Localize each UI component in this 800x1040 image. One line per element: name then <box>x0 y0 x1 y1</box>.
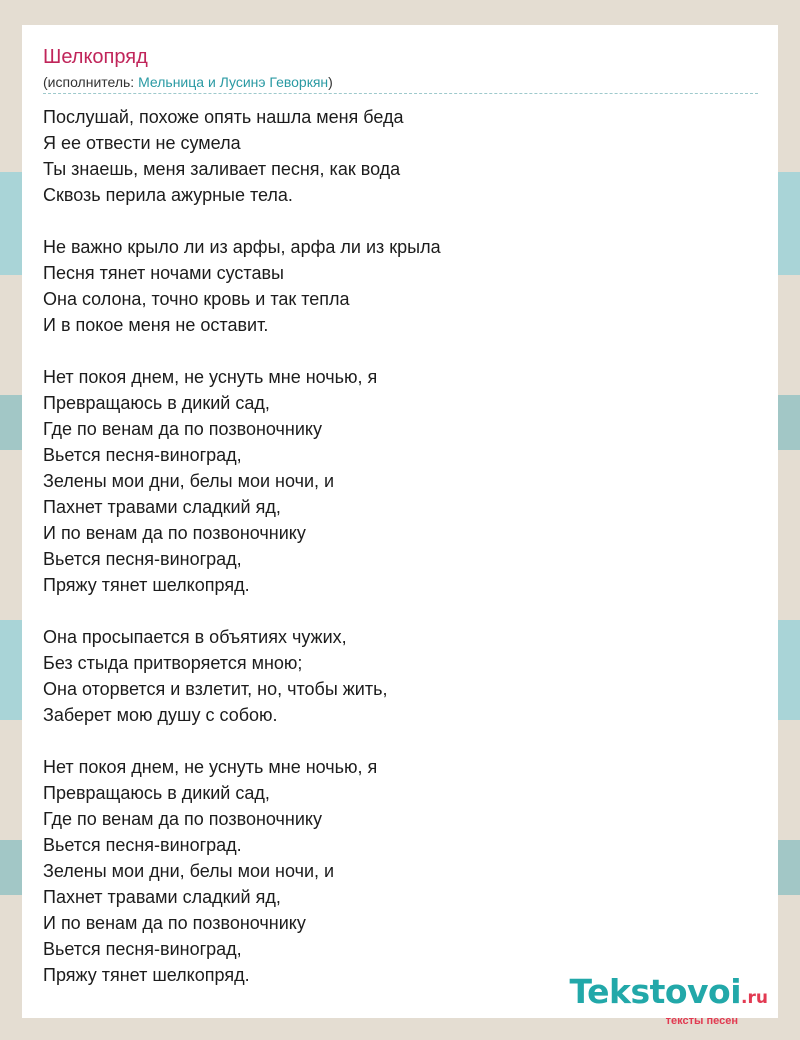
lyrics-line: Вьется песня-виноград. <box>43 835 242 855</box>
lyrics-card <box>22 25 778 1027</box>
lyrics-line: Где по венам да по позвоночнику <box>43 419 322 439</box>
lyrics-line: Вьется песня-виноград, <box>43 549 242 569</box>
logo-main-text: Tekstovoi <box>569 972 742 1011</box>
lyrics-line: Превращаюсь в дикий сад, <box>43 783 270 803</box>
lyrics-line: Заберет мою душу с собою. <box>43 705 278 725</box>
lyrics-line: И в покое меня не оставит. <box>43 315 269 335</box>
song-title: Шелкопряд <box>43 46 148 68</box>
logo-wordmark <box>569 972 769 1015</box>
lyrics-stanza <box>43 234 441 338</box>
lyrics-line: Песня тянет ночами суставы <box>43 263 284 283</box>
lyrics-line: Зелены мои дни, белы мои ночи, и <box>43 471 335 491</box>
title-divider <box>43 93 758 94</box>
lyrics-line: Послушай, похоже опять нашла меня беда <box>43 107 404 127</box>
lyrics-line: Превращаюсь в дикий сад, <box>43 393 270 413</box>
site-logo[interactable] <box>569 972 769 1027</box>
lyrics-line: Она солона, точно кровь и так тепла <box>43 289 350 309</box>
lyrics-line: Она оторвется и взлетит, но, чтобы жить, <box>43 679 388 699</box>
lyrics-line: Без стыда притворяется мною; <box>43 653 303 673</box>
lyrics-body <box>43 104 441 988</box>
artist-suffix: ) <box>328 74 333 90</box>
lyrics-line: И по венам да по позвоночнику <box>43 913 306 933</box>
lyrics-line: Пряжу тянет шелкопряд. <box>43 575 250 595</box>
lyrics-line: Не важно крыло ли из арфы, арфа ли из крыла <box>43 237 441 257</box>
lyrics-line: Она просыпается в объятиях чужих, <box>43 627 347 647</box>
lyrics-line: И по венам да по позвоночнику <box>43 523 306 543</box>
lyrics-stanza <box>43 104 441 208</box>
lyrics-line: Пахнет травами сладкий яд, <box>43 497 281 517</box>
lyrics-line: Ты знаешь, меня заливает песня, как вода <box>43 159 401 179</box>
lyrics-line: Вьется песня-виноград, <box>43 939 242 959</box>
lyrics-line: Я ее отвести не сумела <box>43 133 241 153</box>
lyrics-line: Нет покоя днем, не уснуть мне ночью, я <box>43 757 378 777</box>
lyrics-line: Зелены мои дни, белы мои ночи, и <box>43 861 335 881</box>
artist-line <box>43 73 333 91</box>
artist-link[interactable]: Мельница и Лусинэ Геворкян <box>138 74 329 90</box>
artist-prefix: (исполнитель: <box>43 74 139 90</box>
lyrics-line: Пахнет травами сладкий яд, <box>43 887 281 907</box>
lyrics-line: Пряжу тянет шелкопряд. <box>43 965 250 985</box>
lyrics-line: Где по венам да по позвоночнику <box>43 809 322 829</box>
lyrics-line: Сквозь перила ажурные тела. <box>43 185 293 205</box>
lyrics-stanza <box>43 624 441 728</box>
lyrics-line: Нет покоя днем, не уснуть мне ночью, я <box>43 367 378 387</box>
lyrics-stanza <box>43 754 441 988</box>
lyrics-stanza <box>43 364 441 598</box>
lyrics-line: Вьется песня-виноград, <box>43 445 242 465</box>
logo-subtitle: тексты песен <box>665 1015 738 1027</box>
logo-tld: .ru <box>741 988 768 1008</box>
